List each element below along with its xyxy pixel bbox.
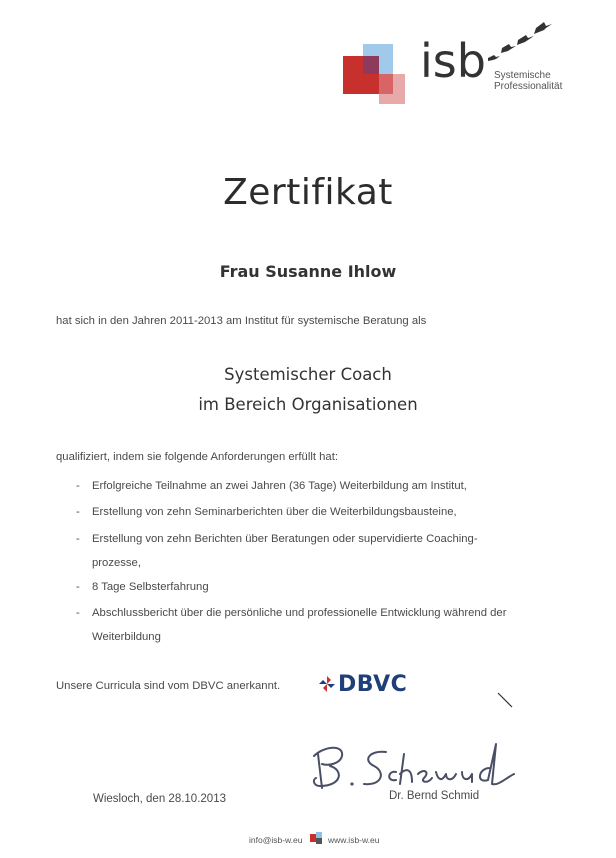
requirement-line: prozesse,: [92, 557, 141, 569]
requirement-line: Abschlussbericht über die persönliche und professionelle Entwicklung während der: [92, 607, 507, 619]
recipient-name: Frau Susanne Ihlow: [219, 262, 397, 281]
logo-tagline-line1: Systemische: [494, 70, 551, 81]
qualification-line-2: im Bereich Organisationen: [198, 395, 418, 414]
footer-email[interactable]: info@isb-w.eu: [249, 835, 303, 845]
intro-text: hat sich in den Jahren 2011-2013 am Institut für systemische Beratung als: [56, 315, 427, 327]
qualification-line-1: Systemischer Coach: [224, 365, 392, 384]
place-and-date: Wiesloch, den 28.10.2013: [93, 793, 226, 805]
isb-logo-squares: [343, 44, 415, 106]
requirement-item: [92, 601, 506, 649]
requirement-item: [92, 527, 478, 575]
dbvc-pinwheel-icon: [318, 675, 336, 693]
list-dash: -: [76, 533, 80, 545]
requirement-line: Erstellung von zehn Seminarberichten über die Weiterbildungsbausteine,: [92, 506, 457, 518]
handwritten-signature: [300, 734, 540, 794]
list-dash: -: [76, 480, 80, 492]
flying-geese-icon: [484, 18, 554, 64]
signer-name: Dr. Bernd Schmid: [389, 790, 480, 802]
requirement-line: Erfolgreiche Teilnahme an zwei Jahren (36 Tage) Weiterbildung am Institut,: [92, 480, 467, 492]
certificate-title: Zertifikat: [223, 172, 393, 213]
list-dash: -: [76, 581, 80, 593]
dbvc-logo-text: DBVC: [338, 671, 408, 697]
dbvc-logo: [318, 671, 407, 697]
requirement-item: [92, 500, 457, 524]
requirement-line: 8 Tage Selbsterfahrung: [92, 581, 209, 593]
list-dash: -: [76, 607, 80, 619]
footer-website[interactable]: www.isb-w.eu: [328, 835, 380, 845]
isb-small-logo-icon: [310, 832, 324, 844]
list-dash: -: [76, 506, 80, 518]
isb-wordmark: isb: [420, 34, 486, 88]
requirement-item: [92, 575, 209, 599]
requirements-intro: qualifiziert, indem sie folgende Anforderungen erfüllt hat:: [56, 451, 338, 463]
requirement-line: Weiterbildung: [92, 631, 161, 643]
dbvc-statement: Unsere Curricula sind vom DBVC anerkannt.: [56, 680, 281, 692]
logo-tagline-line2: Professionalität: [494, 81, 563, 92]
pen-mark: [496, 691, 516, 711]
requirement-line: Erstellung von zehn Berichten über Beratungen oder supervidierte Coaching-: [92, 533, 478, 545]
requirement-item: [92, 474, 467, 498]
